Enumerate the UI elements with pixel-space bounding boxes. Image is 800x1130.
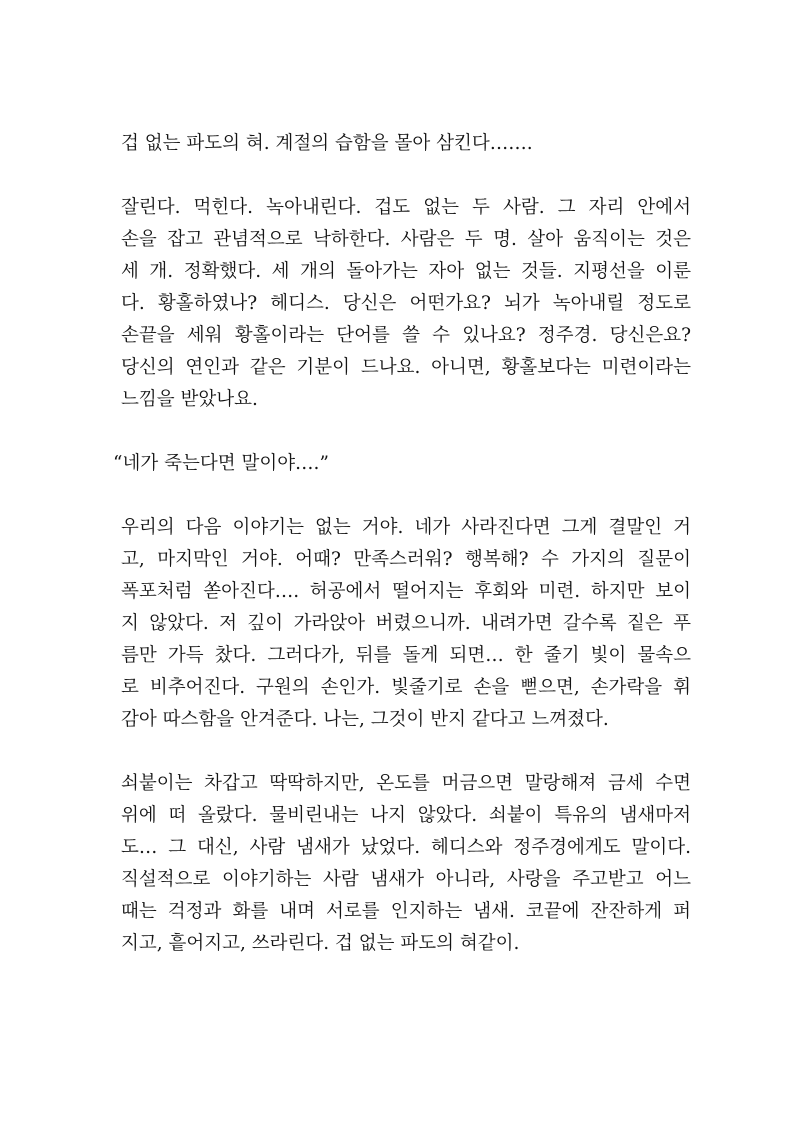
text-line: 직설적으로 이야기하는 사람 냄새가 아니라, 사랑을 주고받고 어느 [121, 869, 691, 890]
text-line: 손을 잡고 관념적으로 낙하한다. 사람은 두 명. 살아 움직이는 것은 [121, 229, 691, 250]
paragraph-5 [113, 768, 691, 960]
text-line: 위에 떠 올랐다. 물비린내는 나지 않았다. 쇠붙이 특유의 냄새마저 [121, 805, 691, 826]
text-line: 우리의 다음 이야기는 없는 거야. 네가 사라진다면 그게 결말인 거 [121, 517, 691, 538]
text-line: 지고, 흩어지고, 쓰라린다. 겁 없는 파도의 혀같이. [121, 933, 520, 954]
text-line: 손끝을 세워 황홀이라는 단어를 쓸 수 있나요? 정주경. 당신은요? [121, 325, 691, 346]
text-line: 잘린다. 먹힌다. 녹아내린다. 겁도 없는 두 사람. 그 자리 안에서 [121, 197, 691, 218]
text-line: 감아 따스함을 안겨준다. 나는, 그것이 반지 같다고 느껴졌다. [121, 709, 609, 730]
text-line: 폭포처럼 쏟아진다…. 허공에서 떨어지는 후회와 미련. 하지만 보이 [121, 581, 691, 602]
text-line: “네가 죽는다면 말이야….” [113, 453, 329, 474]
text-line: 로 비추어진다. 구원의 손인가. 빛줄기로 손을 뻗으면, 손가락을 휘 [121, 677, 691, 698]
paragraph-1 [113, 128, 691, 160]
text-line: 도… 그 대신, 사람 냄새가 났었다. 헤디스와 정주경에게도 말이다. [121, 837, 691, 858]
text-line: 세 개. 정확했다. 세 개의 돌아가는 자아 없는 것들. 지평선을 이룬 [121, 261, 691, 282]
text-line: 쇠붙이는 차갑고 딱딱하지만, 온도를 머금으면 말랑해져 금세 수면 [121, 773, 691, 794]
paragraph-3-dialogue [113, 448, 691, 480]
text-line: 름만 가득 찼다. 그러다가, 뒤를 돌게 되면… 한 줄기 빛이 물속으 [121, 645, 691, 666]
text-line: 지 않았다. 저 깊이 가라앉아 버렸으니까. 내려가면 갈수록 짙은 푸 [121, 613, 691, 634]
text-line: 느낌을 받았나요. [121, 389, 258, 410]
text-line: 다. 황홀하였나? 헤디스. 당신은 어떤가요? 뇌가 녹아내릴 정도로 [121, 293, 691, 314]
text-line: 겁 없는 파도의 혀. 계절의 습함을 몰아 삼킨다……. [121, 133, 533, 154]
paragraph-2 [113, 192, 691, 416]
document-page [113, 128, 691, 992]
text-line: 때는 걱정과 화를 내며 서로를 인지하는 냄새. 코끝에 잔잔하게 퍼 [121, 901, 691, 922]
text-line: 고, 마지막인 거야. 어때? 만족스러워? 행복해? 수 가지의 질문이 [121, 549, 691, 570]
paragraph-4 [113, 512, 691, 736]
text-line: 당신의 연인과 같은 기분이 드나요. 아니면, 황홀보다는 미련이라는 [121, 357, 691, 378]
